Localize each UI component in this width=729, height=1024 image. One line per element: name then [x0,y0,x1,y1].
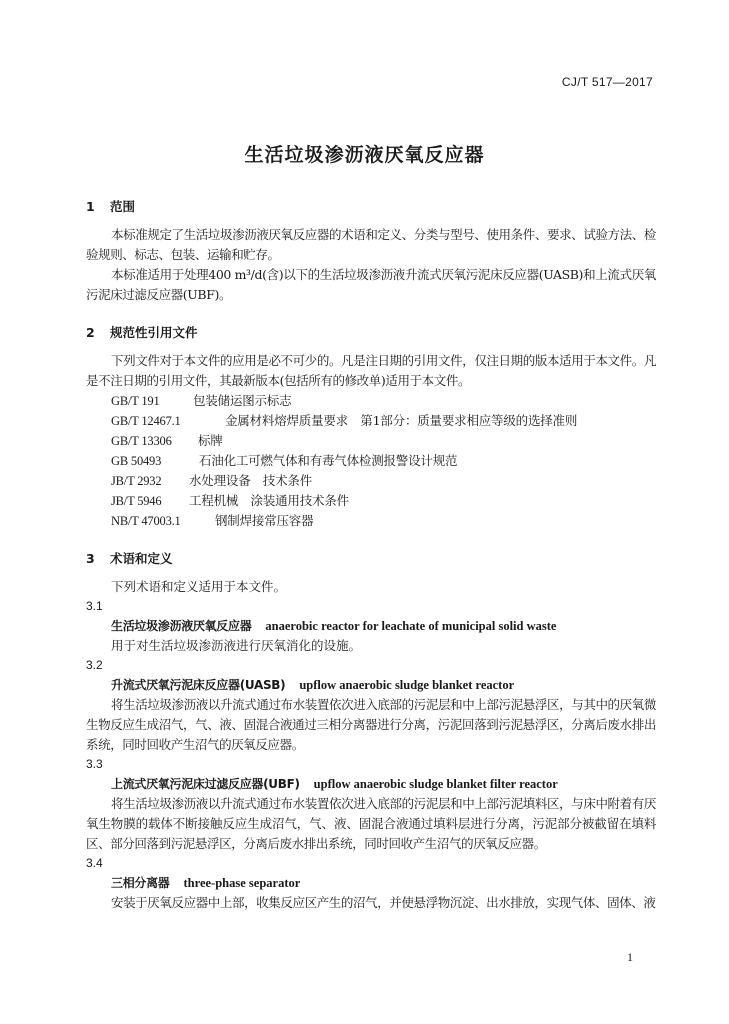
section-title: 范围 [110,199,136,214]
term-english: anaerobic reactor for leachate of municipal solid waste [265,619,557,633]
term-chinese: 三相分离器 [111,876,170,890]
reference-item [111,391,656,411]
document-title: 生活垃圾渗沥液厌氧反应器 [244,144,485,166]
reference-list [86,391,656,531]
standard-code: CJ/T 517—2017 [561,75,653,89]
page-number: 1 [627,950,633,964]
reference-name: 包装储运图示标志 [193,393,292,408]
term-english: upflow anaerobic sludge blanket filter reactor [313,777,558,791]
term-definition: 安装于厌氧反应器中上部，收集反应区产生的沼气，并使悬浮物沉淀、出水排放，实现气体、固体、液 [111,895,656,910]
references-intro: 下列文件对于本文件的应用是必不可少的。凡是注日期的引用文件，仅注日期的版本适用于本文件。凡是不注日期的引用文件，其最新版本(包括所有的修改单)适用于本文件。 [86,353,656,388]
section-heading-terms [86,549,656,569]
section-heading-normative-references [86,323,656,343]
section-number: 1 [86,199,95,214]
section-number: 2 [86,325,95,340]
reference-name: 石油化工可燃气体和有毒气体检测报警设计规范 [199,453,458,468]
reference-item [111,411,656,431]
reference-code: GB/T 191 [111,394,160,408]
reference-code: JB/T 5946 [111,494,162,508]
term-chinese: 生活垃圾渗沥液厌氧反应器 [111,619,252,633]
reference-name: 标牌 [198,433,223,448]
section-title: 术语和定义 [110,551,173,566]
reference-item [111,491,656,511]
reference-code: GB/T 13306 [111,434,172,448]
reference-code: NB/T 47003.1 [111,514,181,528]
reference-item [111,431,656,451]
scope-paragraph: 本标准适用于处理400 m³/d(含)以下的生活垃圾渗沥液升流式厌氧污泥床反应器(UASB)和上流式厌氧污泥床过滤反应器(UBF)。 [86,267,656,302]
term-number: 3.3 [86,757,103,771]
reference-code: JB/T 2932 [111,474,162,488]
term-title [86,774,656,794]
term-title [86,675,656,695]
reference-name: 金属材料熔焊质量要求 第1部分：质量要求相应等级的选择准则 [225,413,578,428]
term-definition: 将生活垃圾渗沥液以升流式通过布水装置依次进入底部的污泥层和中上部污泥填料区，与床中附着有厌氧生物膜的载体不断接触反应生成沼气，气、液、固混合液通过填料层进行分离，污泥部分被截留在填料区、部分回落到污泥悬浮区，分离后废水排出系统，同时回收产生沼气的厌氧反应器。 [86,796,656,851]
reference-item [111,471,656,491]
reference-code: GB 50493 [111,454,162,468]
document-body [86,197,656,913]
term-definition: 将生活垃圾渗沥液以升流式通过布水装置依次进入底部的污泥层和中上部污泥悬浮区，与其中的厌氧微生物反应生成沼气，气、液、固混合液通过三相分离器进行分离，污泥回落到污泥悬浮区，分离后废水排出系统，同时回收产生沼气的厌氧反应器。 [86,697,656,752]
term-definition: 用于对生活垃圾渗沥液进行厌氧消化的设施。 [111,638,362,653]
term-title [86,616,656,636]
section-number: 3 [86,551,95,566]
term-number: 3.1 [86,599,103,613]
reference-item [111,451,656,471]
section-heading-scope [86,197,656,217]
section-title: 规范性引用文件 [110,325,198,340]
reference-name: 钢制焊接常压容器 [215,513,314,528]
term-english: three-phase separator [183,876,301,890]
term-chinese: 升流式厌氧污泥床反应器(UASB) [111,678,286,692]
reference-name: 水处理设备 技术条件 [189,473,313,488]
term-number: 3.4 [86,856,103,870]
term-chinese: 上流式厌氧污泥床过滤反应器(UBF) [111,777,300,791]
reference-item [111,511,656,531]
term-english: upflow anaerobic sludge blanket reactor [299,678,515,692]
reference-code: GB/T 12467.1 [111,414,181,428]
scope-paragraph: 本标准规定了生活垃圾渗沥液厌氧反应器的术语和定义、分类与型号、使用条件、要求、试验方法、检验规则、标志、包装、运输和贮存。 [86,227,656,262]
term-title [86,873,656,893]
reference-name: 工程机械 涂装通用技术条件 [189,493,349,508]
terms-intro: 下列术语和定义适用于本文件。 [111,579,287,594]
term-number: 3.2 [86,658,103,672]
